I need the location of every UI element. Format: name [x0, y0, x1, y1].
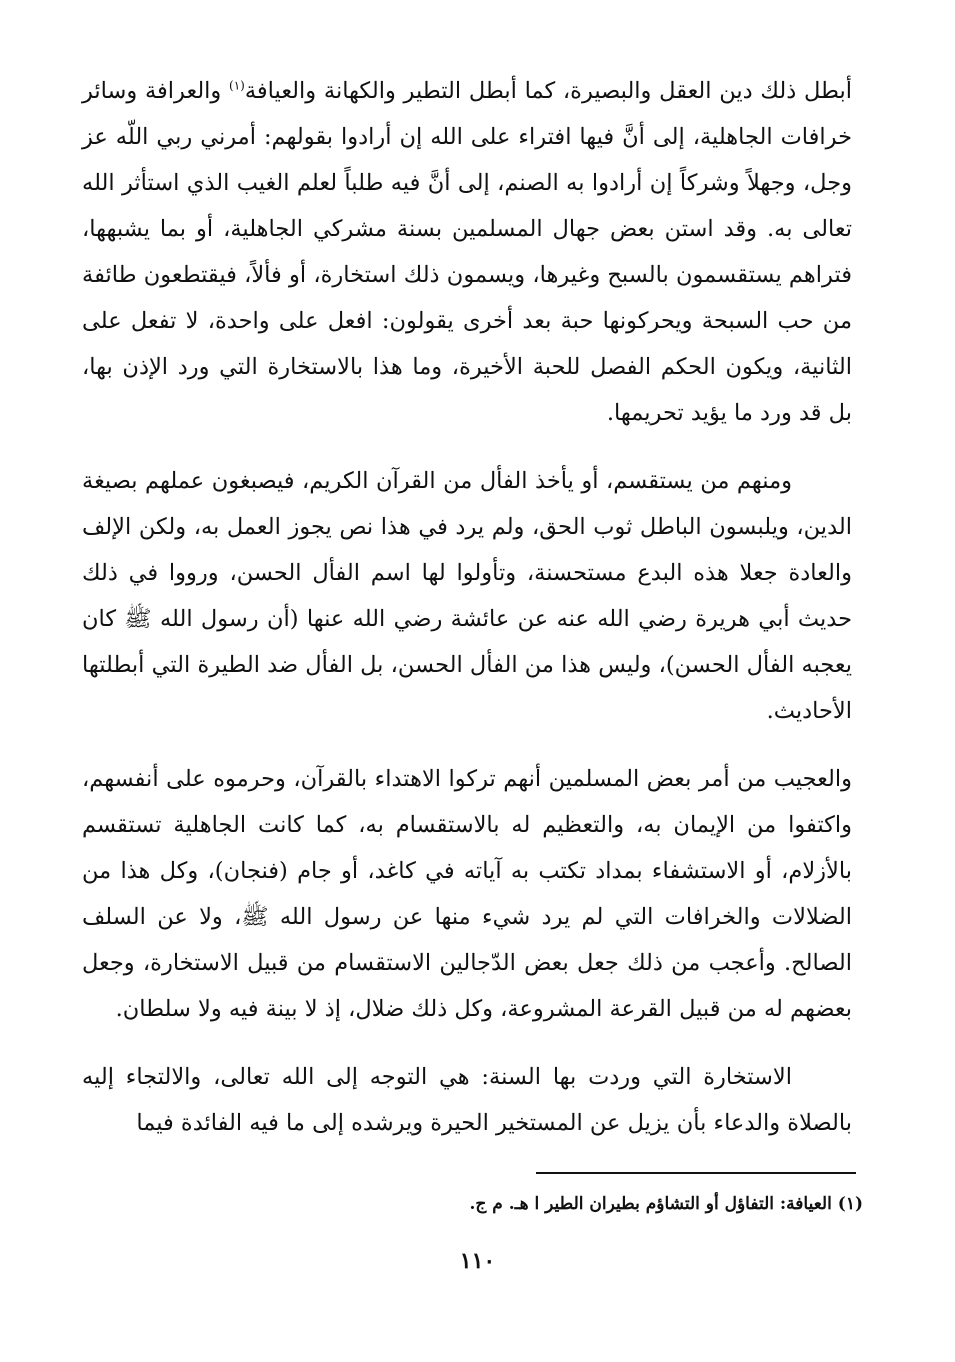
footnote-divider: [536, 1172, 856, 1174]
footnote-marker: (١): [229, 78, 245, 93]
footnote: (١) العيافة: التفاؤل أو التشاؤم بطيران الطير ا هـ. م ج.: [469, 1194, 863, 1214]
paragraph-1-text-b: والعرافة وسائر خرافات الجاهلية، إلى أنَّ فيها افتراء على الله إن أرادوا بقولهم: أمرني ربي اللّه عز وجل، وجهلاً وشركاً إن أرادوا به الصنم، إلى أنَّ فيه طلباً لعلم الغيب الذي استأثر الله تعالى به. وقد استن بعض جهال المسلمين بسنة مشركي الجاهلية، أو بما يشبهها، فتراهم يستقسمون بالسبح وغيرها، ويسمون ذلك استخارة، أو فألاً، فيقتطعون طائفة من حب السبحة ويحركونها حبة بعد أخرى يقولون: افعل على واحدة، لا تفعل على الثانية، ويكون الحكم الفصل للحبة الأخيرة، وما هذا بالاستخارة التي ورد الإذن بها، بل قد ورد ما يؤيد تحريمها.: [82, 78, 852, 426]
page-number: ١١٠: [459, 1248, 496, 1274]
page-body: [82, 68, 852, 1146]
paragraph-2: ومنهم من يستقسم، أو يأخذ الفأل من القرآن الكريم، فيصبغون عملهم بصيغة الدين، ويلبسون الباطل ثوب الحق، ولم يرد في هذا نص يجوز العمل به، ولكن الإلف والعادة جعلا هذه البدع مستحسنة، وتأولوا لها اسم الفأل الحسن، ورووا في ذلك حديث أبي هريرة رضي الله عنه عن عائشة رضي الله عنها (أن رسول الله ﷺ كان يعجبه الفأل الحسن)، وليس هذا من الفأل الحسن، بل الفأل ضد الطيرة التي أبطلتها الأحاديث.: [82, 468, 852, 724]
paragraph-4: الاستخارة التي وردت بها السنة: هي التوجه إلى الله تعالى، والالتجاء إليه بالصلاة والدعاء بأن يزيل عن المستخير الحيرة ويرشده إلى ما فيه الفائدة فيما: [82, 1064, 852, 1136]
paragraph-1-text-a: أبطل ذلك دين العقل والبصيرة، كما أبطل التطير والكهانة والعيافة: [244, 78, 852, 104]
paragraph-1: [82, 68, 852, 436]
paragraph-3: والعجيب من أمر بعض المسلمين أنهم تركوا الاهتداء بالقرآن، وحرموه على أنفسهم، واكتفوا من الإيمان به، والتعظيم له بالاستقسام به، كما كانت الجاهلية تستقسم بالأزلام، أو الاستشفاء بمداد تكتب به آياته في كاغد، أو جام (فنجان)، وكل هذا من الضلالات والخرافات التي لم يرد شيء منها عن رسول الله ﷺ، ولا عن السلف الصالح. وأعجب من ذلك جعل بعض الدّجالين الاستقسام من قبيل الاستخارة، وجعل بعضهم له من قبيل القرعة المشروعة، وكل ذلك ضلال، إذ لا بينة فيه ولا سلطان.: [82, 766, 852, 1022]
